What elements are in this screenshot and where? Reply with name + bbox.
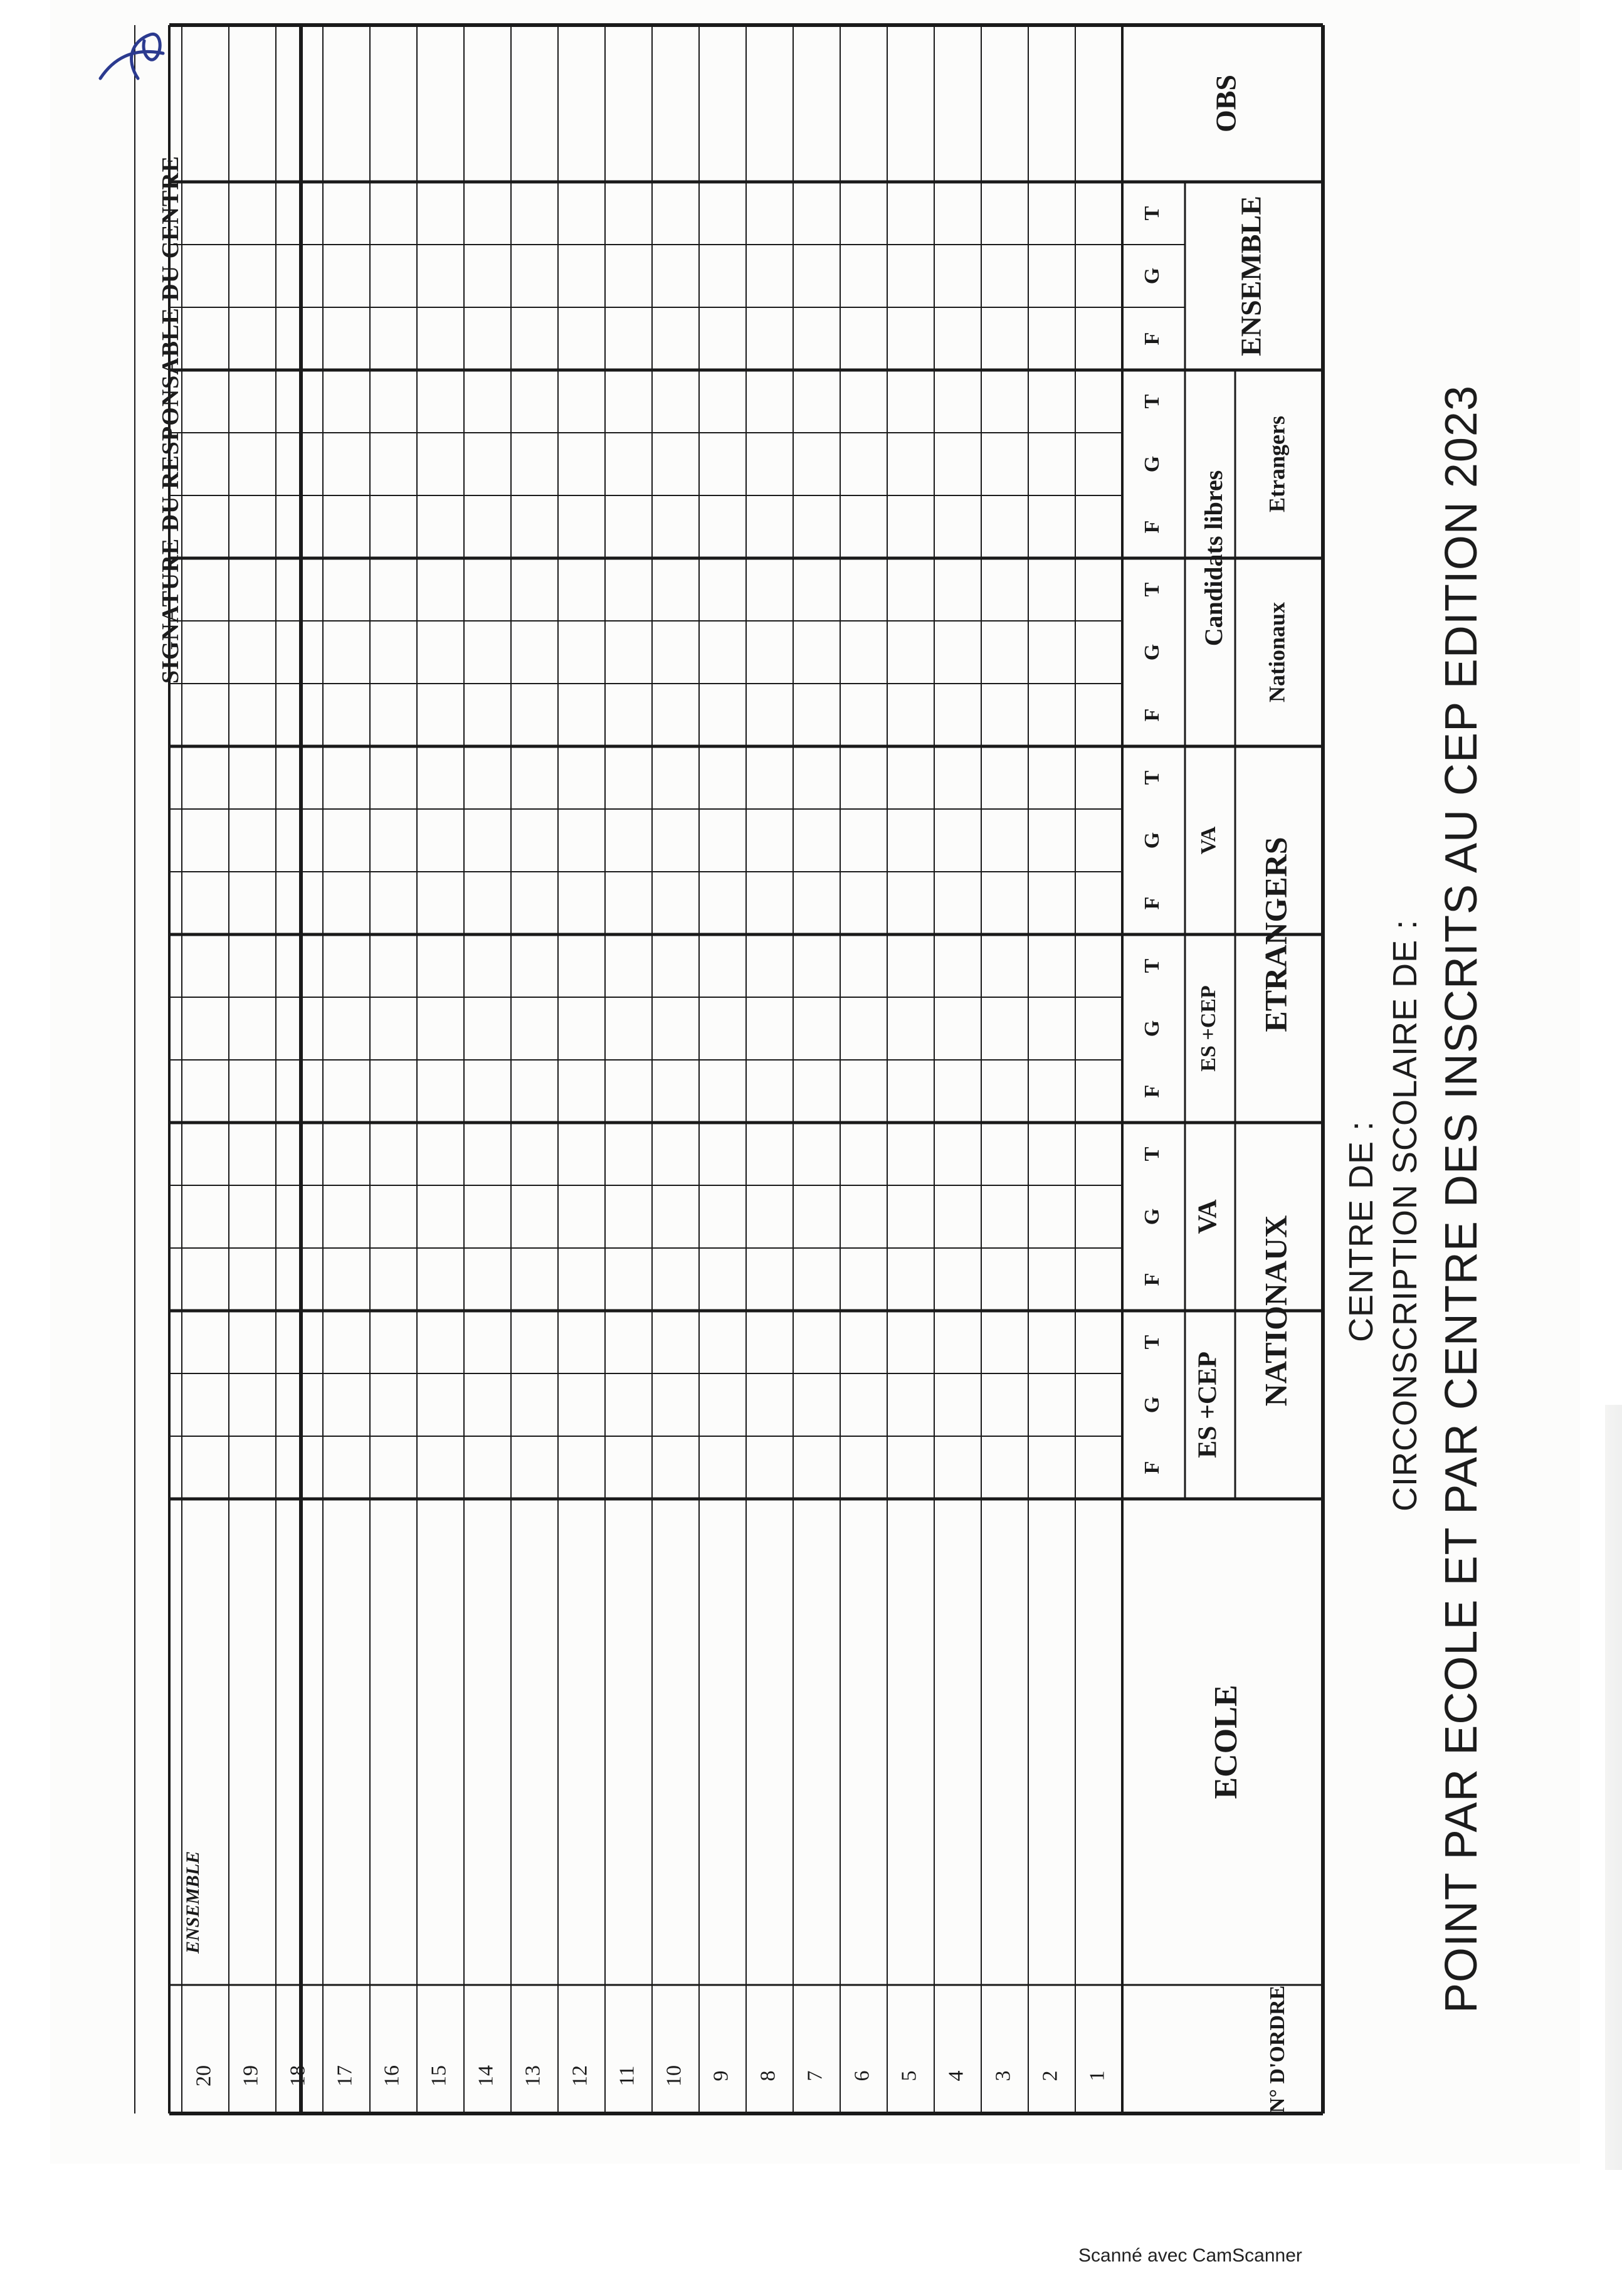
enrollment-table [50,0,1580,2164]
centre-label: CENTRE DE : [1342,1120,1380,1342]
sub-column-f: F [1140,896,1164,910]
sub-column-t: T [1140,1146,1164,1161]
rotated-content [50,0,1580,2164]
order-header: N° D'ORDRE [1265,1985,1289,2113]
etrangers-header: ETRANGERS [1258,837,1293,1032]
sub-column-f: F [1140,1461,1164,1474]
sub-column-g: G [1140,832,1164,849]
row-number: 1 [1085,2070,1109,2082]
row-number: 3 [991,2070,1015,2082]
sub-column-g: G [1140,1020,1164,1037]
sub-column-g: G [1140,455,1164,473]
page-edge-shadow [1605,1405,1622,2170]
sub-column-t: T [1140,1335,1164,1350]
etrangers-es-cep-header: ES +CEP [1196,985,1220,1072]
row-number: 7 [803,2070,827,2082]
signature-label: SIGNATURE DU RESPONSABLE DU CENTRE [157,155,184,684]
row-number: 17 [333,2065,357,2087]
ecole-header: ECOLE [1208,1685,1244,1799]
row-number: 16 [380,2065,404,2087]
document-title: POINT PAR ECOLE ET PAR CENTRE DES INSCRITS AU CEP EDITION 2023 [1436,385,1487,2013]
row-number: 12 [568,2065,592,2087]
row-number: 14 [474,2065,498,2087]
sub-column-t: T [1140,958,1164,973]
scanner-caption: Scanné avec CamScanner [1078,2245,1302,2266]
circonscription-label: CIRCONSCRIPTION SCOLAIRE DE : [1386,919,1424,1511]
nationaux-es-cep-header: ES +CEP [1193,1352,1223,1458]
sub-column-t: T [1140,770,1164,785]
row-number: 4 [944,2070,968,2082]
sub-column-g: G [1140,1396,1164,1414]
etrangers-va-header: VA [1196,826,1220,855]
sub-column-g: G [1140,1208,1164,1225]
obs-header: OBS [1209,74,1242,133]
scanned-page [50,0,1580,2266]
nationaux-va-header: VA [1193,1199,1223,1234]
row-number: 10 [662,2065,686,2087]
row-number: 2 [1038,2070,1062,2082]
total-row-label: ENSEMBLE [182,1851,203,1954]
row-number: 19 [239,2065,263,2087]
sub-column-f: F [1140,1084,1164,1098]
row-number: 13 [521,2065,545,2087]
sub-column-f: F [1140,708,1164,722]
cl-etrangers-header: Etrangers [1264,416,1290,512]
sub-column-t: T [1140,582,1164,597]
row-number: 5 [897,2070,921,2082]
candidats-libres-header: Candidats libres [1199,470,1228,647]
row-number: 11 [615,2065,639,2087]
sub-column-f: F [1140,332,1164,346]
row-number: 8 [756,2070,780,2082]
handwritten-mark [88,22,176,91]
nationaux-header: NATIONAUX [1258,1215,1293,1407]
sub-column-t: T [1140,394,1164,409]
sub-column-f: F [1140,1272,1164,1286]
sub-column-g: G [1140,643,1164,661]
row-number: 9 [709,2070,733,2082]
sub-column-g: G [1140,267,1164,285]
row-number: 6 [850,2070,874,2082]
ensemble-header: ENSEMBLE [1235,196,1267,356]
sub-column-t: T [1140,206,1164,221]
row-number: 18 [286,2065,310,2087]
sub-column-f: F [1140,520,1164,534]
cl-nationaux-header: Nationaux [1264,601,1290,703]
row-number: 15 [427,2065,451,2087]
row-number: 20 [192,2065,216,2087]
